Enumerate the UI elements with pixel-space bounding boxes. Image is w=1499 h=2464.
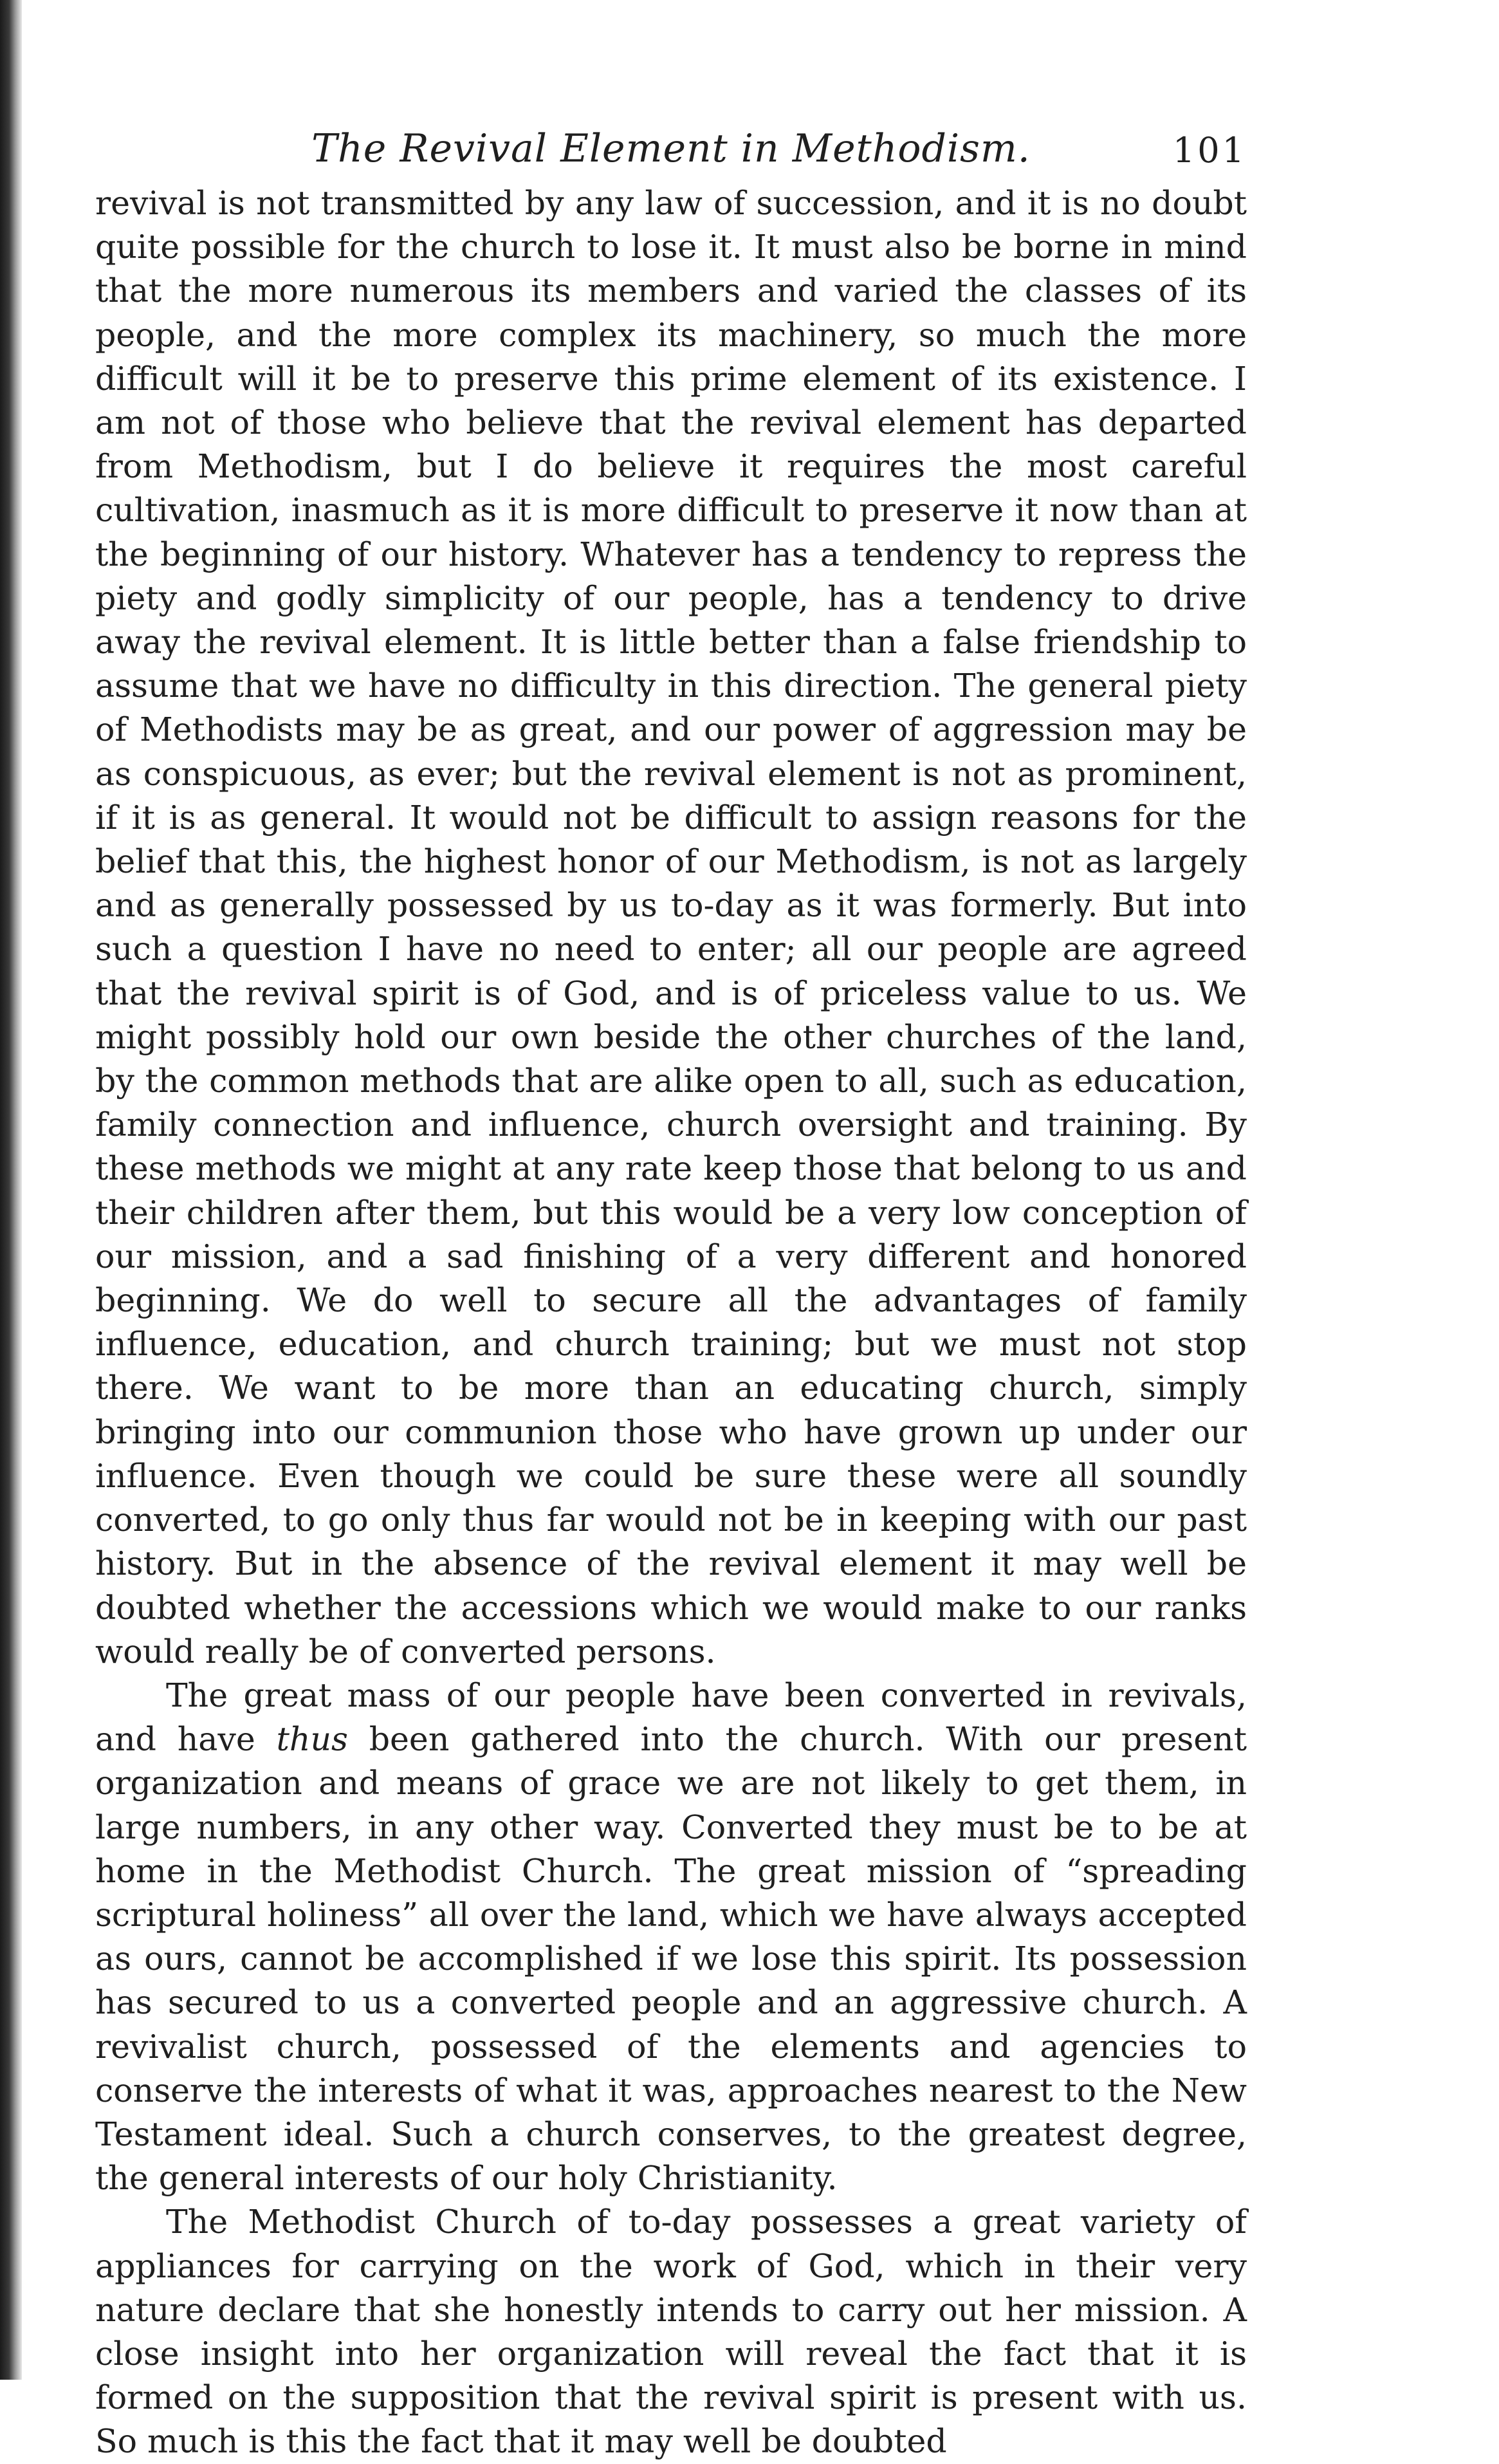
paragraph-1: revival is not transmitted by any law of succession, and it is no doubt quite possible for the church to lose it. It must also be borne in mind that the more numerous its members and varied the classes of its people, and the more complex its machinery, so much the more difficult will it be to preserve this prime element of its existence. I am not of those who believe that the revival element has departed from Methodism, but I do believe it requires the most careful cultivation, inasmuch as it is more difficult to preserve it now than at the beginning of our history. Whatever has a tendency to repress the piety and godly simplicity of our people, has a tendency to drive away the revival element. It is little better than a false friendship to assume that we have no difficulty in this direction. The general piety of Methodists may be as great, and our power of aggression may be as conspicuous, as ever; but the revival element is not as prominent, if it is as general. It would not be difficult to assign reasons for the belief that this, the highest honor of our Methodism, is not as largely and as generally possessed by us to-day as it was formerly. But into such a question I have no need to enter; all our people are agreed that the revival spirit is of God, and is of priceless value to us. We might possibly hold our own beside the other churches of the land, by the common methods that are alike open to all, such as education, family connection and influence, church oversight and training. By these methods we might at any rate keep those that belong to us and their children after them, but this would be a very low conception of our mission, and a sad finishing of a very different and honored beginning. We do well to secure all the advantages of family influence, education, and church training; but we must not stop there. We want to be more than an educating church, simply bringing into our communion those who have grown up under our influence. Even though we could be sure these were all soundly converted, to go only thus far would not be in keeping with our past history. But in the absence of the revival element it may well be doubted whether the accessions which we would make to our ranks would really be of converted persons. (95, 184, 1247, 1671)
book-page (95, 122, 1247, 2464)
running-title: The Revival Element in Methodism. (311, 126, 1031, 171)
emphasis-word: thus (276, 1720, 348, 1759)
paragraph-2 (95, 1674, 1247, 2200)
paragraph-2-end: been gathered into the church. With our present organization and means of grace we are not likely to get them, in large numbers, in any other way. Converted they must be to be at home in the Methodist Church. The great mission of “spreading scriptural holiness” all over the land, which we have always accepted as ours, cannot be accomplished if we lose this spirit. Its possession has secured to us a converted people and an aggressive church. A revivalist church, possessed of the elements and agencies to conserve the interests of what it was, approaches nearest to the New Testament ideal. Such a church conserves, to the greatest degree, the general interests of our holy Christianity. (95, 1720, 1247, 2198)
paragraph-3: The Methodist Church of to-day possesses a great variety of appliances for carrying on the work of God, which in their very nature declare that she honestly intends to carry out her mission. A close insight into her organization will reveal the fact that it is formed on the supposition that the revival spirit is present with us. So much is this the fact that it may well be doubted (95, 2203, 1247, 2461)
paragraph-2-start: The great mass of our people have been converted in revivals, and have (95, 1676, 1247, 1759)
body-text (95, 181, 1247, 2464)
page-binding-edge (0, 0, 22, 2380)
page-number: 101 (1172, 130, 1247, 171)
page-header (95, 122, 1247, 181)
